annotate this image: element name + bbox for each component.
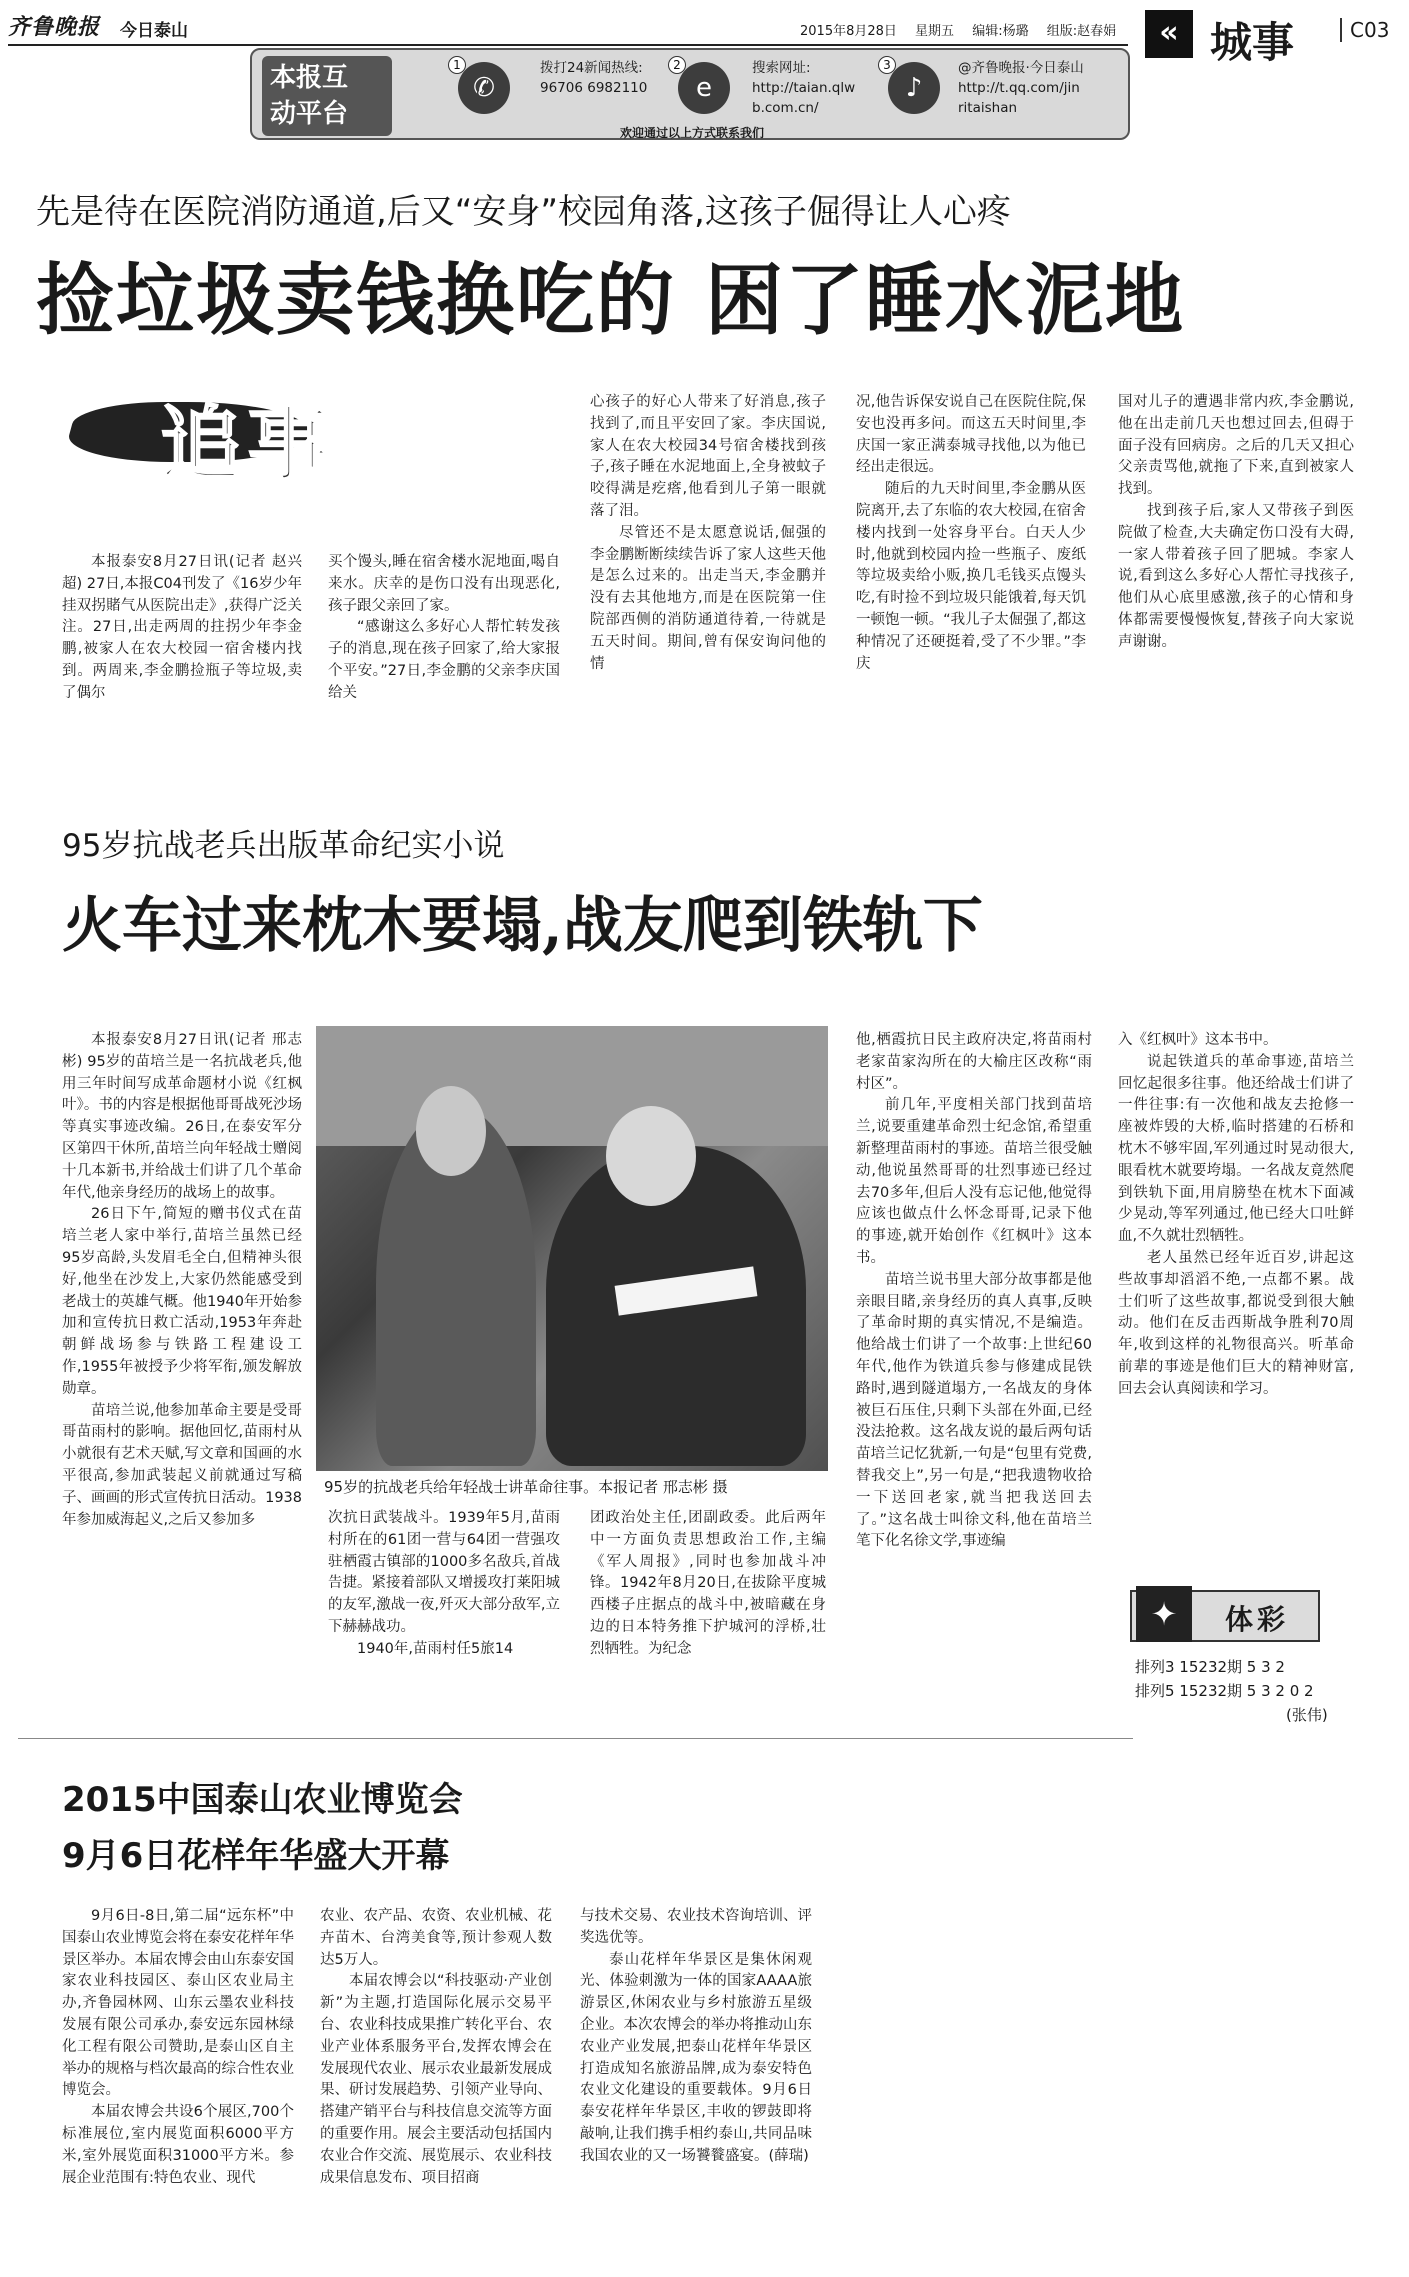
website-url-1: http://taian.qlw — [752, 80, 856, 96]
story2-para: 苗培兰说书里大部分故事都是他亲眼目睹,亲身经历的真人真事,反映了革命时期的真实情况,不是编造。他给战士们讲了一个故事:上世纪60年代,他作为铁道兵参与修建成昆铁路时,遇到隧道塌方,一名战友的身体被巨石压住,只剩下头部在外面,已经没法抢救。这名战友说的最后两句话苗培兰记忆犹新,一句是“包里有党费,替我交上”,另一句是,“把我遗物收拾一下送回老家,就当把我送回去了。”这名战士叫徐文科,他在苗培兰笔下化名徐文学,事迹编 — [856, 1271, 1092, 1550]
banner-item-hotline — [540, 58, 647, 122]
story3-para: 本届农博会共设6个展区,700个标准展位,室内展览面积6000平方米,室外展览面积31000平方米。参展企业范围有:特色农业、现代 — [62, 2104, 294, 2186]
story2-para: 苗培兰说,他参加革命主要是受哥哥苗雨村的影响。据他回忆,苗雨村从小就很有艺术天赋,写文章和国画的水平很高,参加武装起义前就通过写稿子、画画的形式宣传抗日活动。1938年参加威海起义,之后又参加多 — [62, 1402, 302, 1528]
newspaper-brand: 齐鲁晚报 — [8, 14, 101, 40]
hotline-numbers: 96706 6982110 — [540, 80, 648, 96]
section-divider — [18, 1738, 1133, 1739]
issue-meta — [800, 20, 1130, 39]
story2-para: 26日下午,简短的赠书仪式在苗培兰老人家中举行,苗培兰虽然已经95岁高龄,头发眉毛全白,但精神头很好,他坐在沙发上,大家仍然能感受到老战士的英雄气概。他1940年开始参加和宣传抗日救亡活动,1953年奔赴朝鲜战场参与铁路工程建设工作,1955年被授予少将军衔,颁发解放勋章。 — [62, 1206, 302, 1397]
lottery-pick5: 排列5 15232期 5 3 2 0 2 — [1135, 1682, 1314, 1700]
weibo-url-2: ritaishan — [958, 100, 1018, 116]
banner-footer: 欢迎通过以上方式联系我们 — [620, 126, 765, 140]
banner-title-line1: 本报互 — [270, 63, 349, 93]
story1-para: “感谢这么多好心人帮忙转发孩子的消息,现在孩子回家了,给大家报个平安。”27日,李金鹏的父亲李庆国给关 — [328, 619, 560, 701]
banner-item-2-number: 2 — [668, 56, 686, 74]
veteran-photo — [316, 1026, 828, 1471]
header-rule — [8, 44, 1128, 46]
story1-column-2 — [328, 552, 560, 705]
lottery-icon: ✦ — [1136, 1586, 1192, 1642]
lottery-label: 体彩 — [1225, 1603, 1290, 1636]
photo-veteran-head — [606, 1106, 696, 1206]
banner-item-1-number: 1 — [448, 56, 466, 74]
story3-para: 本届农博会以“科技驱动·产业创新”为主题,打造国际化展示交易平台、农业科技成果推广转化平台、农业产业体系服务平台,发挥农博会在发展现代农业、展示农业最新发展成果、研讨发展趋势、引领产业导向、搭建产销平台与科技信息交流等方面的重要作用。展会主要活动包括国内农业合作交流、展览展示、农业科技成果信息发布、项目招商 — [320, 1973, 552, 2186]
story1-para: 况,他告诉保安说自己在医院住院,保安也没再多问。而这五天时间里,李庆国一家正满泰城寻找他,以为他已经出走很远。 — [856, 394, 1086, 476]
lottery-pick3: 排列3 15232期 5 3 2 — [1135, 1658, 1285, 1676]
issue-date: 2015年8月28日 — [800, 24, 897, 39]
story2-para: 说起铁道兵的革命事迹,苗培兰回忆起很多往事。他还给战士们讲了一件往事:有一次他和战友去抢修一座被炸毁的大桥,临时搭建的石桥和枕木不够牢固,军列通过时晃动很大,眼看枕木就要垮塌。一名战友竟然爬到铁轨下面,用肩膀垫在枕木下面减少晃动,等军列通过,他已经大口吐鲜血,不久就壮烈牺牲。 — [1118, 1053, 1354, 1245]
story2-para: 他,栖霞抗日民主政府决定,将苗雨村老家苗家沟所在的大榆庄区改称“雨村区”。 — [856, 1032, 1092, 1092]
story1-kicker: 先是待在医院消防通道,后又“安身”校园角落,这孩子倔得让人心疼 — [36, 192, 1011, 232]
website-url-2: b.com.cn/ — [752, 100, 819, 116]
story2-para: 本报泰安8月27日讯(记者 邢志彬) 95岁的苗培兰是一名抗战老兵,他用三年时间写成革命题材小说《红枫叶》。书的内容是根据他哥哥战死沙场等真实事迹改编。26日,在泰安军分区第四干休所,苗培兰向年轻战士赠阅十几本新书,并给战士们讲了几个革命年代,他亲身经历的战场上的故事。 — [62, 1032, 302, 1201]
story2-para: 团政治处主任,团副政委。此后两年中一方面负责思想政治工作,主编《军人周报》,同时也参加战斗冲锋。1942年8月20日,在拔除平度城西楼子庄据点的战斗中,被暗藏在身边的日本特务推下护城河的浮桥,壮烈牺牲。为纪念 — [590, 1510, 826, 1657]
story2-para: 前几年,平度相关部门找到苗培兰,说要重建革命烈士纪念馆,希望重新整理苗雨村的事迹。苗培兰很受触动,他说虽然哥哥的壮烈事迹已经过去70多年,但后人没有忘记他,他觉得应该也做点什么怀念哥哥,记录下他的事迹,就开始创作《红枫叶》这本书。 — [856, 1097, 1092, 1266]
layout-credit: 组版:赵春娟 — [1046, 24, 1117, 39]
story1-headline: 捡垃圾卖钱换吃的 困了睡水泥地 — [36, 255, 1186, 346]
issue-weekday: 星期五 — [915, 24, 955, 39]
channel-title: 城事 — [1210, 18, 1295, 67]
hotline-label: 拨打24新闻热线: — [540, 60, 643, 76]
story2-column-5 — [1118, 1030, 1354, 1401]
banner-title — [262, 56, 392, 136]
story3-column-2 — [320, 1906, 552, 2189]
story1-column-4 — [856, 392, 1086, 675]
story3-headline-1: 2015中国泰山农业博览会 — [62, 1780, 463, 1820]
story1-para: 心孩子的好心人带来了好消息,孩子找到了,而且平安回了家。李庆国说,家人在农大校园34号宿舍楼找到孩子,孩子睡在水泥地面上,全身被蚊子咬得满是疙瘩,他看到儿子第一眼就落了泪。 — [590, 394, 826, 519]
story1-para: 随后的九天时间里,李金鹏从医院离开,去了东临的农大校园,在宿舍楼内找到一处容身平台。白天人少时,他就到校园内捡一些瓶子、废纸等垃圾卖给小贩,换几毛钱买点馒头吃,有时捡不到垃圾只能饿着,每天饥一顿饱一顿。“我儿子太倔强了,都这种情况了还硬挺着,受了不少罪。”李庆 — [856, 481, 1086, 672]
column-tag: 追事 — [160, 397, 337, 493]
story3-para: 与技术交易、农业技术咨询培训、评奖选优等。 — [580, 1908, 812, 1946]
story2-para: 老人虽然已经年近百岁,讲起这些故事却滔滔不绝,一点都不累。战士们听了这些故事,都说受到很大触动。他们在反击西斯战争胜利70周年,收到这样的礼物很高兴。听革命前辈的事迹是他们巨大的精神财富,回去会认真阅读和学习。 — [1118, 1249, 1354, 1397]
photo-soldier-head — [416, 1086, 486, 1176]
story3-column-3 — [580, 1906, 812, 2168]
story2-kicker: 95岁抗战老兵出版革命纪实小说 — [62, 828, 505, 864]
story3-headline-2: 9月6日花样年华盛大开幕 — [62, 1836, 450, 1876]
story1-para: 尽管还不是太愿意说话,倔强的李金鹏断断续续告诉了家人这些天他是怎么过来的。出走当天,李金鹏并没有去其他地方,而是在医院第一住院部西侧的消防通道待着,一待就是五天时间。期间,曾有保安询问他的情 — [590, 524, 826, 672]
story1-para: 本报泰安8月27日讯(记者 赵兴超) 27日,本报C04刊发了《16岁少年挂双拐賭气从医院出走》,获得广泛关注。27日,出走两周的拄拐少年李金鹏,被家人在农大校园一宿舍楼内找到。两周来,李金鹏捡瓶子等垃圾,卖了偶尔 — [62, 554, 302, 701]
photo-background — [316, 1026, 828, 1146]
story2-column-4 — [856, 1030, 1092, 1553]
channel-arrow-icon: « — [1145, 10, 1193, 58]
page-number: C03 — [1340, 18, 1389, 42]
story1-para: 国对儿子的遭遇非常内疚,李金鹏说,他在出走前几天也想过回去,但碍于面子没有回病房。之后的几天又担心父亲责骂他,就拖了下来,直到被家人找到。 — [1118, 394, 1354, 498]
story2-headline: 火车过来枕木要塌,战友爬到铁轨下 — [62, 891, 983, 961]
story2-para: 入《红枫叶》这本书中。 — [1118, 1032, 1278, 1048]
story2-column-2 — [328, 1508, 560, 1661]
story2-para: 次抗日武装战斗。1939年5月,苗雨村所在的61团一营与64团一营强攻驻栖霞古镇部的1000多名敌兵,首战告捷。紧接着部队又增援攻打莱阳城的友军,激战一夜,歼灭大部分敌军,立下赫赫战功。 — [328, 1510, 560, 1635]
banner-item-3-number: 3 — [878, 56, 896, 74]
story3-column-1 — [62, 1906, 294, 2189]
story2-column-1 — [62, 1030, 302, 1531]
banner-item-weibo — [958, 58, 1084, 122]
banner-item-website — [752, 58, 855, 122]
story2-para: 1940年,苗雨村任5旅14 — [357, 1640, 514, 1657]
story1-para: 买个馒头,睡在宿舍楼水泥地面,喝自来水。庆幸的是伤口没有出现恶化,孩子跟父亲回了家。 — [328, 554, 560, 614]
lottery-author: (张伟) — [1286, 1706, 1328, 1724]
weibo-url-1: http://t.qq.com/jin — [958, 80, 1080, 96]
banner-title-line2: 动平台 — [270, 99, 349, 129]
section-name: 今日泰山 — [120, 21, 188, 41]
story1-column-5 — [1118, 392, 1354, 654]
editor-credit: 编辑:杨璐 — [972, 24, 1029, 39]
story3-para: 9月6日-8日,第二届“远东杯”中国泰山农业博览会将在泰安花样年华景区举办。本届农博会由山东泰安国家农业科技园区、泰山区农业局主办,齐鲁园林网、山东云墨农业科技发展有限公司承办,泰安远东园林绿化工程有限公司赞助,是泰山区自主举办的规格与档次最高的综合性农业博览会。 — [62, 1908, 294, 2099]
story3-para: 农业、农产品、农资、农业机械、花卉苗木、台湾美食等,预计参观人数达5万人。 — [320, 1908, 552, 1968]
browser-icon: e — [678, 62, 730, 114]
story3-para: 泰山花样年华景区是集休闲观光、体验刺激为一体的国家AAAA旅游景区,休闲农业与乡村旅游五星级企业。本次农博会的举办将推动山东农业产业发展,把泰山花样年华景区打造成知名旅游品牌,成为泰安特色农业文化建设的重要载体。9月6日泰安花样年华景区,丰收的锣鼓即将敲响,让我们携手相约泰山,共同品味我国农业的又一场饕餮盛宴。(薛瑞) — [580, 1951, 812, 2164]
photo-caption: 95岁的抗战老兵给年轻战士讲革命往事。本报记者 邢志彬 摄 — [324, 1478, 728, 1496]
weibo-label: @齐鲁晚报·今日泰山 — [958, 60, 1084, 76]
story1-para: 找到孩子后,家人又带孩子到医院做了检查,大夫确定伤口没有大碍,一家人带着孩子回了肥城。李家人说,看到这么多好心人帮忙寻找孩子,他们从心底里感激,孩子的心情和身体都需要慢慢恢复,替孩子向大家说声谢谢。 — [1118, 502, 1354, 650]
story2-column-3 — [590, 1508, 826, 1661]
story1-column-1 — [62, 552, 302, 705]
phone-icon: ✆ — [458, 62, 510, 114]
website-label: 搜索网址: — [752, 60, 811, 76]
weibo-icon: ♪ — [888, 62, 940, 114]
story1-column-3 — [590, 392, 826, 675]
